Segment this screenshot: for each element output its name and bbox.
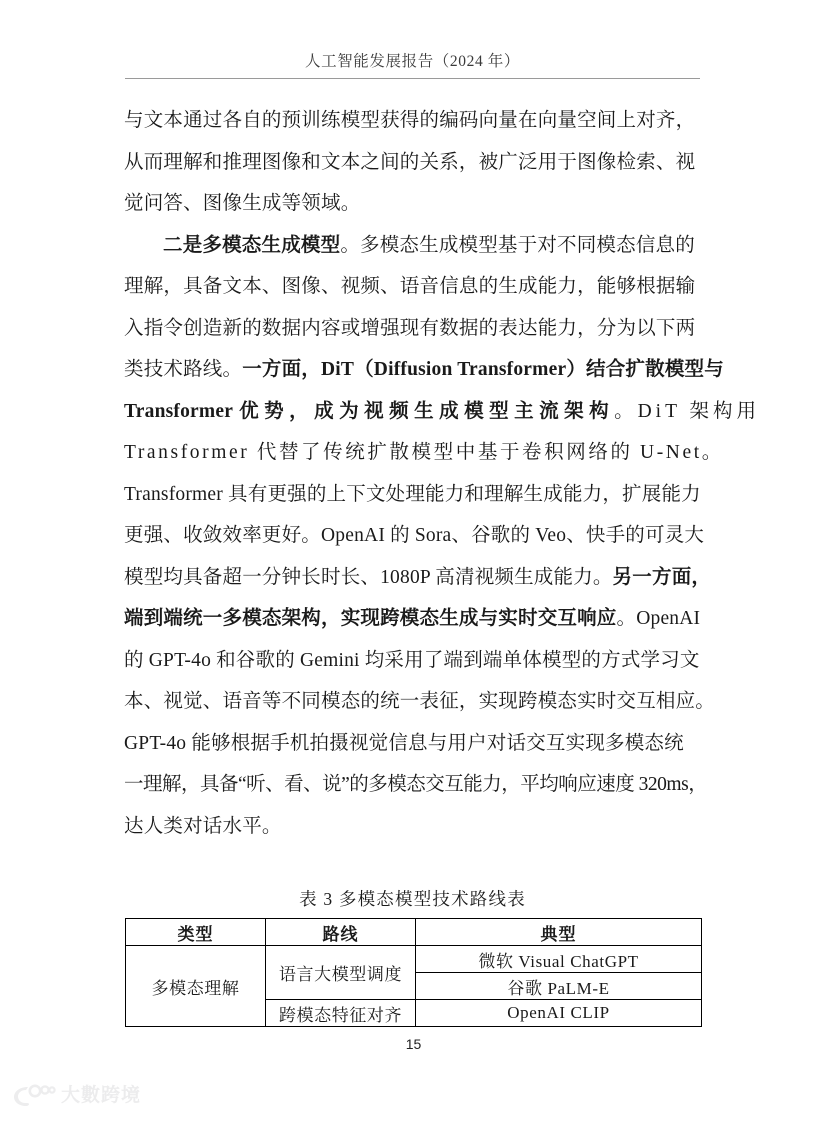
line-text: GPT-4o 能够根据手机拍摄视觉信息与用户对话交互实现多模态统 bbox=[124, 732, 684, 754]
line-text: 理解，具备文本、图像、视频、语音信息的生成能力，能够根据输 bbox=[124, 276, 696, 297]
cell-route: 语言大模型调度 bbox=[266, 946, 416, 1000]
line-text-bold: 端到端统一多模态架构，实现跨模态生成与实时交互响应 bbox=[124, 608, 617, 629]
line-text: 一理解，具备“听、看、说”的多模态交互能力，平均响应速度 320ms， bbox=[124, 774, 708, 795]
line-text: 的 GPT-4o 和谷歌的 Gemini 均采用了端到端单体模型的方式学习文 bbox=[124, 649, 700, 671]
page-header-title: 人工智能发展报告（2024 年） bbox=[305, 53, 520, 70]
paragraph-1 bbox=[124, 100, 702, 225]
text-line bbox=[124, 640, 702, 682]
text-line bbox=[124, 557, 712, 599]
line-text-bold: Transformer bbox=[124, 400, 234, 422]
line-text: 本、视觉、语音等不同模态的统一表征，实现跨模态实时交互相应。 bbox=[124, 691, 716, 712]
line-text: 。多模态生成模型基于对不同模态信息的 bbox=[340, 234, 695, 256]
document-body bbox=[124, 100, 761, 847]
column-header-type: 类型 bbox=[126, 919, 266, 946]
text-line bbox=[124, 432, 724, 474]
page-header bbox=[125, 52, 700, 72]
line-text-bold: 优势，成为视频生成模型主流架构 bbox=[239, 400, 615, 422]
text-line bbox=[124, 598, 702, 640]
line-text: 从而理解和推理图像和文本之间的关系，被广泛用于图像检索、视 bbox=[124, 151, 696, 173]
cell-example: 微软 Visual ChatGPT bbox=[416, 946, 702, 973]
paragraph-2 bbox=[124, 225, 761, 848]
text-line bbox=[124, 681, 716, 723]
text-line bbox=[124, 806, 702, 848]
line-text: 更强、收敛效率更好。OpenAI 的 Sora、谷歌的 Veo、快手的可灵大 bbox=[124, 525, 705, 546]
text-line bbox=[124, 515, 705, 557]
table-row bbox=[126, 946, 702, 973]
line-text: 模型均具备超一分钟长时长、1080P 高清视频生成能力。 bbox=[124, 566, 613, 588]
line-text-bold: 二是多模态生成模型 bbox=[163, 234, 341, 256]
text-line bbox=[124, 266, 702, 308]
text-line bbox=[124, 100, 702, 142]
line-text-bold: 一方面，DiT（Diffusion Transformer）结合扩散模型与 bbox=[242, 359, 724, 380]
cell-type: 多模态理解 bbox=[126, 946, 266, 1027]
line-text: 觉问答、图像生成等领域。 bbox=[124, 193, 361, 214]
line-text: 达人类对话水平。 bbox=[124, 815, 282, 837]
table-header-row bbox=[126, 919, 702, 946]
watermark-text: 大數跨境 bbox=[61, 1084, 142, 1106]
column-header-route: 路线 bbox=[266, 919, 416, 946]
header-divider bbox=[125, 78, 700, 79]
table-container bbox=[125, 918, 701, 1027]
text-line bbox=[124, 142, 702, 184]
text-line bbox=[124, 349, 724, 391]
multimodal-route-table bbox=[125, 918, 702, 1027]
cell-example: OpenAI CLIP bbox=[416, 1000, 702, 1027]
line-text: 与文本通过各自的预训练模型获得的编码向量在向量空间上对齐， bbox=[124, 110, 696, 131]
line-text: Transformer 具有更强的上下文处理能力和理解生成能力，扩展能力 bbox=[124, 483, 701, 505]
line-text: 。DiT 架构用 bbox=[614, 400, 761, 422]
table-caption: 表 3 多模态模型技术路线表 bbox=[299, 889, 526, 909]
text-line bbox=[124, 723, 702, 765]
text-line bbox=[124, 183, 702, 225]
line-text: 类技术路线。 bbox=[124, 359, 243, 380]
cell-route: 跨模态特征对齐 bbox=[266, 1000, 416, 1027]
cell-example: 谷歌 PaLM-E bbox=[416, 973, 702, 1000]
line-text: 。OpenAI bbox=[616, 608, 701, 629]
page-number: 15 bbox=[405, 1036, 422, 1052]
brand-logo-icon bbox=[12, 1083, 56, 1107]
line-text-bold: 另一方面， bbox=[612, 566, 712, 588]
text-line bbox=[124, 391, 761, 433]
text-line bbox=[124, 474, 702, 516]
text-line bbox=[124, 764, 708, 806]
line-text: Transformer 代替了传统扩散模型中基于卷积网络的 U-Net。 bbox=[124, 442, 724, 463]
text-line bbox=[124, 308, 702, 350]
text-line bbox=[124, 225, 702, 267]
line-text: 入指令创造新的数据内容或增强现有数据的表达能力，分为以下两 bbox=[124, 317, 696, 339]
column-header-example: 典型 bbox=[416, 919, 702, 946]
watermark bbox=[12, 1083, 141, 1107]
